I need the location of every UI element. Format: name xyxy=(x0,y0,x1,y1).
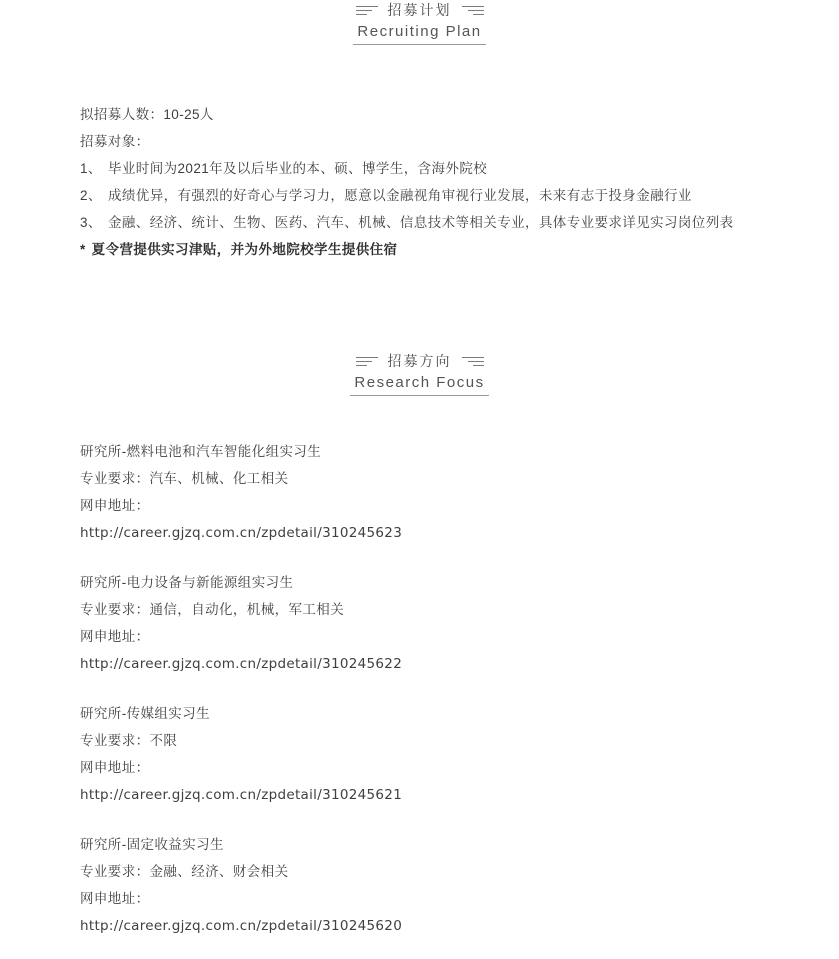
list-item-text: 金融、经济、统计、生物、医药、汽车、机械、信息技术等相关专业，具体专业要求详见实习岗位列表 xyxy=(108,215,734,230)
job-major-line xyxy=(80,596,761,623)
list-item-text: 成绩优异，有强烈的好奇心与学习力，愿意以金融视角审视行业发展，未来有志于投身金融行业 xyxy=(108,188,692,203)
job-entry xyxy=(80,438,761,547)
list-item-number: 2、 xyxy=(80,188,102,203)
decorative-lines-icon xyxy=(462,354,484,368)
target-label: 招募对象： xyxy=(80,134,150,149)
research-focus-body xyxy=(0,438,839,940)
job-major-value: 不限 xyxy=(149,733,178,748)
section-heading-recruiting-plan xyxy=(0,0,839,45)
job-major-label: 专业要求： xyxy=(80,471,150,486)
job-major-label: 专业要求： xyxy=(80,602,150,617)
list-item-number: 3、 xyxy=(80,215,102,230)
job-major-label: 专业要求： xyxy=(80,733,150,748)
section-title-cn: 招募方向 xyxy=(387,353,452,369)
list-item-number: 1、 xyxy=(80,161,102,176)
job-title: 研究所-燃料电池和汽车智能化组实习生 xyxy=(80,444,322,459)
decorative-lines-icon xyxy=(356,3,378,17)
list-item xyxy=(80,182,761,209)
job-entry xyxy=(80,700,761,809)
section-title-cn: 招募计划 xyxy=(387,2,452,18)
list-item xyxy=(80,209,761,236)
decorative-lines-icon xyxy=(356,354,378,368)
job-major-value: 通信，自动化，机械，军工相关 xyxy=(149,602,345,617)
job-application-link[interactable]: http://career.gjzq.com.cn/zpdetail/310245623 xyxy=(80,525,403,541)
section-heading-research-focus xyxy=(0,351,839,396)
note-text: 夏令营提供实习津贴，并为外地院校学生提供住宿 xyxy=(91,242,398,257)
job-entry xyxy=(80,569,761,678)
plan-note xyxy=(80,236,761,263)
job-url-label: 网申地址： xyxy=(80,891,150,906)
job-application-link[interactable]: http://career.gjzq.com.cn/zpdetail/310245621 xyxy=(80,787,403,803)
job-major-value: 汽车、机械、化工相关 xyxy=(149,471,289,486)
job-title: 研究所-电力设备与新能源组实习生 xyxy=(80,575,294,590)
section-title-en: Research Focus xyxy=(350,374,488,396)
section-title-en: Recruiting Plan xyxy=(353,23,485,45)
job-major-label: 专业要求： xyxy=(80,864,150,879)
job-major-line xyxy=(80,858,761,885)
job-title: 研究所-固定收益实习生 xyxy=(80,837,224,852)
decorative-lines-icon xyxy=(462,3,484,17)
job-major-value: 金融、经济、财会相关 xyxy=(149,864,289,879)
recruiting-plan-body xyxy=(0,101,839,263)
list-item-text: 毕业时间为2021年及以后毕业的本、硕、博学生，含海外院校 xyxy=(108,161,488,176)
job-application-link[interactable]: http://career.gjzq.com.cn/zpdetail/310245622 xyxy=(80,656,403,672)
job-application-link[interactable]: http://career.gjzq.com.cn/zpdetail/310245620 xyxy=(80,918,403,934)
job-url-label: 网申地址： xyxy=(80,760,150,775)
job-url-label: 网申地址： xyxy=(80,498,150,513)
note-star: * xyxy=(80,242,86,257)
headcount-line: 拟招募人数：10-25人 xyxy=(80,107,214,122)
list-item xyxy=(80,155,761,182)
section-heading-row xyxy=(356,351,484,371)
section-heading-row xyxy=(356,0,484,20)
job-major-line xyxy=(80,727,761,754)
job-url-label: 网申地址： xyxy=(80,629,150,644)
job-major-line xyxy=(80,465,761,492)
job-entry xyxy=(80,831,761,940)
job-title: 研究所-传媒组实习生 xyxy=(80,706,210,721)
